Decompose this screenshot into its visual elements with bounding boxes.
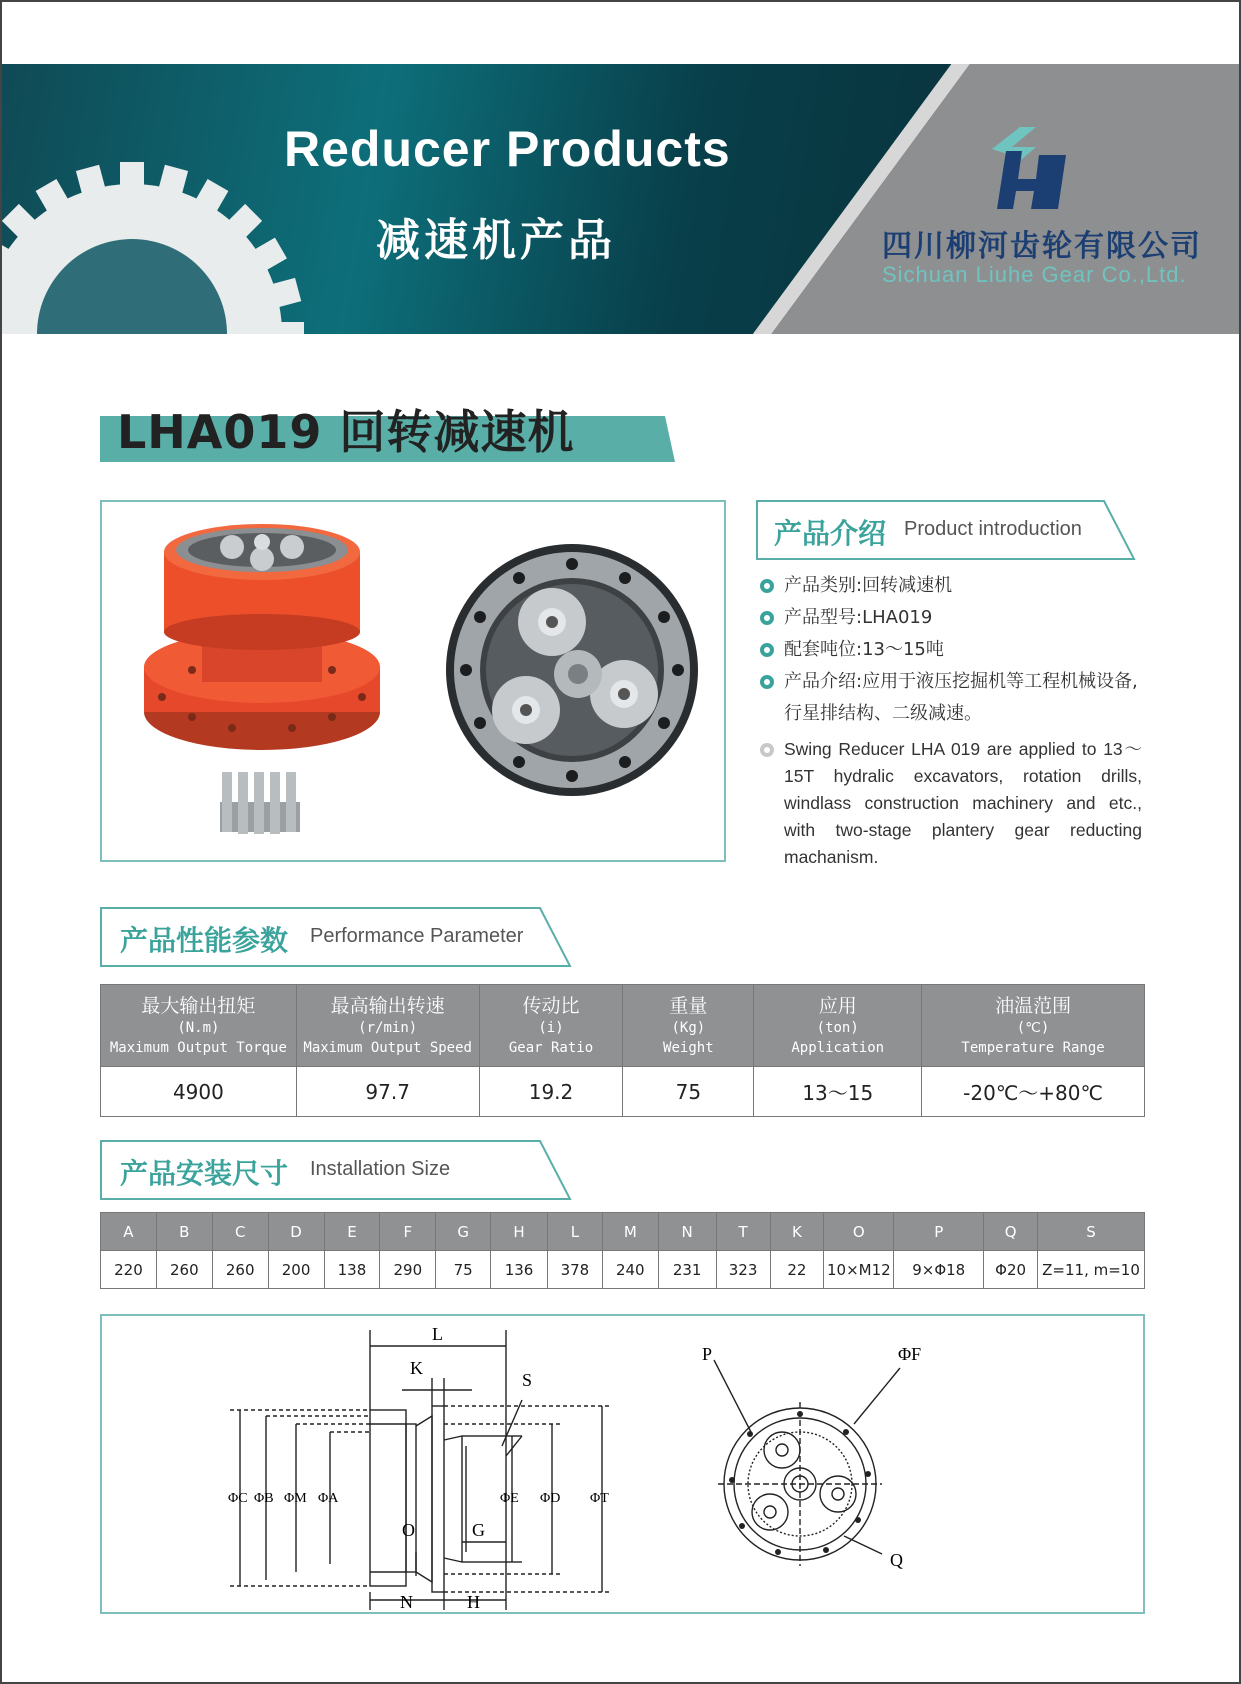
table-header-cell: A <box>101 1213 157 1251</box>
installation-table <box>100 1212 1145 1289</box>
table-header-cell: 最大输出扭矩 (N.m) Maximum Output Torque <box>101 985 297 1067</box>
table-cell: 10×M12 <box>824 1251 894 1289</box>
performance-tag-en: Performance Parameter <box>310 925 524 947</box>
front-view-labels <box>702 1344 921 1570</box>
table-cell: 4900 <box>101 1067 297 1117</box>
table-cell: 220 <box>101 1251 157 1289</box>
gear-bullet-icon <box>758 673 776 691</box>
table-cell: 138 <box>324 1251 380 1289</box>
table-header-cell: Q <box>984 1213 1038 1251</box>
front-view-drawing <box>714 1360 900 1566</box>
performance-tag-cn: 产品性能参数 <box>120 924 289 957</box>
table-header-cell: P <box>894 1213 984 1251</box>
company-name-cn: 四川柳河齿轮有限公司 <box>882 229 1202 264</box>
table-header-cell: 油温范围 (℃) Temperature Range <box>922 985 1145 1067</box>
table-row <box>101 1067 1145 1117</box>
reducer-top-image <box>446 544 698 796</box>
gear-bullet-icon <box>758 741 776 759</box>
table-cell: 75 <box>436 1251 491 1289</box>
product-image-box <box>100 500 726 862</box>
intro-item-tonnage: 配套吨位:13～15吨 <box>758 634 1142 666</box>
table-cell: 97.7 <box>296 1067 479 1117</box>
technical-drawing-box <box>100 1314 1145 1614</box>
table-header-cell: E <box>324 1213 380 1251</box>
table-cell: 231 <box>658 1251 716 1289</box>
gear-bullet-icon <box>758 641 776 659</box>
table-cell: 323 <box>716 1251 770 1289</box>
intro-section-tag <box>756 500 1136 560</box>
table-cell: 13～15 <box>754 1067 922 1117</box>
svg-text:O: O <box>402 1520 415 1540</box>
table-header-cell: M <box>602 1213 658 1251</box>
svg-text:ΦA: ΦA <box>318 1491 339 1506</box>
svg-text:ΦB: ΦB <box>254 1491 274 1506</box>
svg-text:H: H <box>467 1592 480 1612</box>
table-header-cell: 最高输出转速 (r/min) Maximum Output Speed <box>296 985 479 1067</box>
table-cell: 200 <box>268 1251 324 1289</box>
table-header-cell: L <box>547 1213 602 1251</box>
intro-text-en: Swing Reducer LHA 019 are applied to 13～15T hydralic excavators, rotation drills, windlass construction machinery and etc., with two-stage plantery gear reducting machanism. <box>758 736 1142 871</box>
table-cell: -20℃～+80℃ <box>922 1067 1145 1117</box>
table-header-cell: T <box>716 1213 770 1251</box>
table-header-cell: S <box>1038 1213 1145 1251</box>
svg-text:N: N <box>400 1592 413 1612</box>
intro-item-model: 产品型号:LHA019 <box>758 602 1142 634</box>
installation-section-tag <box>100 1140 572 1200</box>
reducer-side-image <box>144 524 380 834</box>
table-header-cell: O <box>824 1213 894 1251</box>
table-cell: 290 <box>380 1251 436 1289</box>
svg-text:ΦM: ΦM <box>284 1491 307 1506</box>
intro-item-description: 产品介绍:应用于液压挖掘机等工程机械设备,行星排结构、二级减速。 <box>758 666 1142 730</box>
gear-bullet-icon <box>758 577 776 595</box>
table-cell: 378 <box>547 1251 602 1289</box>
intro-tag-cn: 产品介绍 <box>774 517 887 550</box>
table-cell: 240 <box>602 1251 658 1289</box>
table-header-cell: C <box>212 1213 268 1251</box>
table-header-cell: F <box>380 1213 436 1251</box>
table-header-cell: 应用 (ton) Application <box>754 985 922 1067</box>
intro-tag-en: Product introduction <box>904 518 1082 540</box>
table-cell: 19.2 <box>479 1067 623 1117</box>
svg-text:ΦD: ΦD <box>540 1491 561 1506</box>
company-name-en: Sichuan Liuhe Gear Co.,Ltd. <box>882 262 1187 287</box>
svg-text:G: G <box>472 1520 485 1540</box>
table-header-cell: 传动比 (i) Gear Ratio <box>479 985 623 1067</box>
table-header-row <box>101 1213 1145 1251</box>
table-cell: 9×Φ18 <box>894 1251 984 1289</box>
gear-bullet-icon <box>758 609 776 627</box>
svg-text:Q: Q <box>890 1550 903 1570</box>
intro-item-category: 产品类别:回转减速机 <box>758 570 1142 602</box>
table-header-cell: H <box>491 1213 548 1251</box>
banner-title-cn: 减速机产品 <box>376 215 616 266</box>
table-cell: Φ20 <box>984 1251 1038 1289</box>
svg-text:P: P <box>702 1344 713 1364</box>
table-cell: Z=11, m=10 <box>1038 1251 1145 1289</box>
svg-text:K: K <box>410 1358 423 1378</box>
table-header-cell: B <box>156 1213 212 1251</box>
svg-text:ΦC: ΦC <box>228 1491 248 1506</box>
svg-text:ΦF: ΦF <box>898 1344 922 1364</box>
product-photos <box>102 502 724 860</box>
table-header-cell: G <box>436 1213 491 1251</box>
table-header-cell: N <box>658 1213 716 1251</box>
table-row <box>101 1251 1145 1289</box>
svg-text:S: S <box>522 1370 533 1390</box>
table-header-row <box>101 985 1145 1067</box>
company-logo <box>992 119 1082 209</box>
header-banner <box>2 64 1241 334</box>
gear-icon <box>2 134 332 334</box>
installation-tag-en: Installation Size <box>310 1158 451 1180</box>
table-cell: 260 <box>156 1251 212 1289</box>
performance-table <box>100 984 1145 1117</box>
table-header-cell: K <box>770 1213 824 1251</box>
table-header-cell: D <box>268 1213 324 1251</box>
installation-tag-cn: 产品安装尺寸 <box>120 1157 289 1190</box>
table-cell: 136 <box>491 1251 548 1289</box>
table-cell: 22 <box>770 1251 824 1289</box>
table-cell: 75 <box>623 1067 754 1117</box>
table-cell: 260 <box>212 1251 268 1289</box>
table-header-cell: 重量 (Kg) Weight <box>623 985 754 1067</box>
svg-text:ΦT: ΦT <box>590 1491 609 1506</box>
intro-list <box>758 570 1142 871</box>
model-title: LHA019 回转减速机 <box>117 405 575 459</box>
banner-title-en: Reducer Products <box>284 121 731 177</box>
technical-drawing <box>102 1316 1143 1612</box>
svg-text:L: L <box>432 1324 443 1344</box>
performance-section-tag <box>100 907 572 967</box>
svg-text:ΦE: ΦE <box>500 1491 519 1506</box>
